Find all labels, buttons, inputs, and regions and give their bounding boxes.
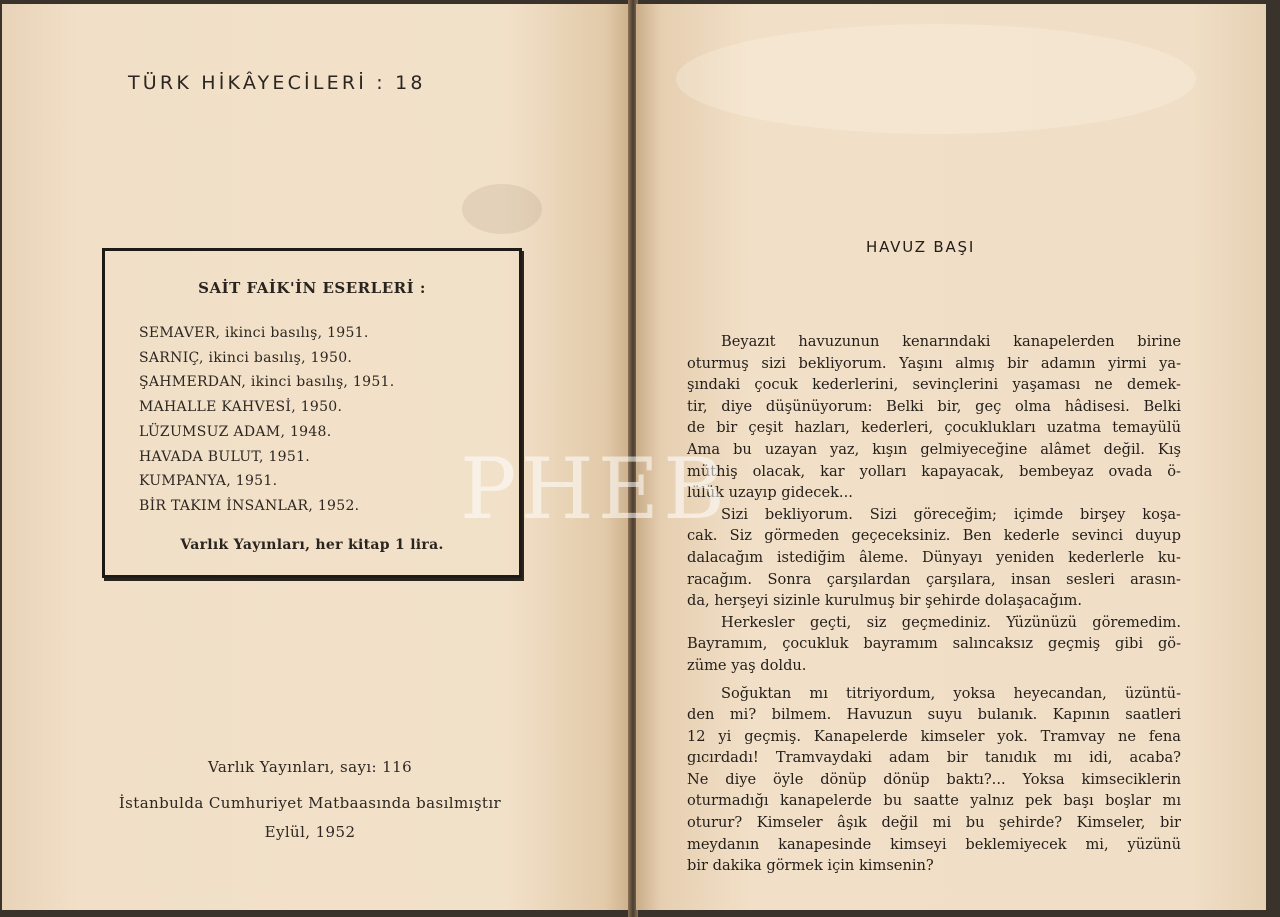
- list-item: ŞAHMERDAN, ikinci basılış, 1951.: [139, 374, 395, 391]
- list-item: MAHALLE KAHVESİ, 1950.: [139, 399, 343, 416]
- story-title: HAVUZ BAŞI: [866, 238, 976, 256]
- list-item: SEMAVER, ikinci basılış, 1951.: [139, 325, 369, 341]
- text-line: oturur? Kimseler âşık değil mi bu şehirde? Kimseler, bir: [687, 814, 1181, 832]
- printer-note: İstanbulda Cumhuriyet Matbaasında basılmıştır: [118, 794, 502, 812]
- text-line: Soğuktan mı titriyordum, yoksa heyecandan, üzüntü-: [721, 684, 1181, 702]
- text-line: Herkesler geçti, siz geçmediniz. Yüzünüzü göremedim.: [721, 613, 1181, 631]
- text-line: bir dakika görmek için kimsenin?: [687, 857, 934, 875]
- paper-sheen: [676, 24, 1196, 134]
- text-line: müthiş olacak, kar yolları kapayacak, bembeyaz ovada ö-: [687, 462, 1181, 480]
- works-list: [139, 321, 395, 519]
- text-line: 12 yi geçmiş. Kanapelerde kimseler yok. Tramvay ne fena: [687, 727, 1181, 745]
- text-line: lülük uzayıp gidecek...: [687, 484, 853, 502]
- list-item: BİR TAKIM İNSANLAR, 1952.: [139, 497, 360, 514]
- text-line: Ne diye öyle dönüp dönüp baktı?... Yoksa kimseciklerin: [687, 770, 1181, 788]
- print-date: Eylül, 1952: [264, 823, 356, 841]
- text-line: züme yaş doldu.: [687, 656, 807, 674]
- list-item: HAVADA BULUT, 1951.: [139, 448, 311, 465]
- text-line: meydanın kanapesinde kimseyi beklemiyecek mi, yüzünü: [687, 835, 1181, 853]
- text-line: tir, diye düşünüyorum: Belki bir, geç olma hâdisesi. Belki: [687, 397, 1181, 415]
- text-line: oturmadığı kanapelerde bu saatte yalnız pek başı boşlar mı: [687, 792, 1181, 810]
- text-line: Sizi bekliyorum. Sizi göreceğim; içimde birşey koşa-: [721, 505, 1181, 523]
- price-note: Varlık Yayınları, her kitap 1 lira.: [180, 537, 444, 553]
- text-line: Beyazıt havuzunun kenarındaki kanapelerden birine: [721, 333, 1181, 350]
- list-item: KUMPANYA, 1951.: [139, 473, 278, 490]
- text-line: gıcırdadı! Tramvaydaki adam bir tanıdık mı idi, acaba?: [687, 749, 1181, 767]
- story-text: [687, 331, 1181, 877]
- text-line: den mi? bilmem. Havuzun suyu bulanık. Kapının saatleri: [687, 706, 1181, 724]
- series-title: TÜRK HİKÂYECİLERİ : 18: [128, 72, 426, 94]
- text-line: cak. Siz görmeden geçeceksiniz. Ben kederle sevinci duyup: [687, 527, 1181, 545]
- list-item: SARNIÇ, ikinci basılış, 1950.: [139, 349, 353, 366]
- text-line: da, herşeyi sizinle kurulmuş bir şehirde dolaşacağım.: [687, 592, 1082, 610]
- text-line: şındaki çocuk kederlerini, sevinçlerini yaşaması ne demek-: [687, 376, 1181, 394]
- series-number: Varlık Yayınları, sayı: 116: [207, 758, 413, 776]
- text-line: de bir çeşit hazları, kederleri, çocuklukları uzatma temayülü: [687, 419, 1181, 437]
- list-item: LÜZUMSUZ ADAM, 1948.: [139, 423, 332, 440]
- text-line: Ama bu uzayan yaz, kışın gelmiyeceğine alâmet değil. Kış: [687, 440, 1181, 458]
- text-line: racağım. Sonra çarşılardan çarşılara, insan sesleri arasın-: [687, 570, 1181, 588]
- text-line: dalacağım istediğim âleme. Dünyayı yeniden kederlerle ku-: [687, 548, 1181, 566]
- watermark: PHEB: [460, 440, 729, 538]
- works-list-box: [102, 248, 522, 578]
- text-line: Bayramım, çocukluk bayramım salıncaksız geçmiş gibi gö-: [687, 635, 1181, 653]
- works-box-title: SAİT FAİK'İN ESERLERİ :: [198, 279, 426, 297]
- text-line: oturmuş sizi bekliyorum. Yaşını almış bir adamın yirmi ya-: [687, 354, 1181, 372]
- paper-stain: [462, 184, 542, 234]
